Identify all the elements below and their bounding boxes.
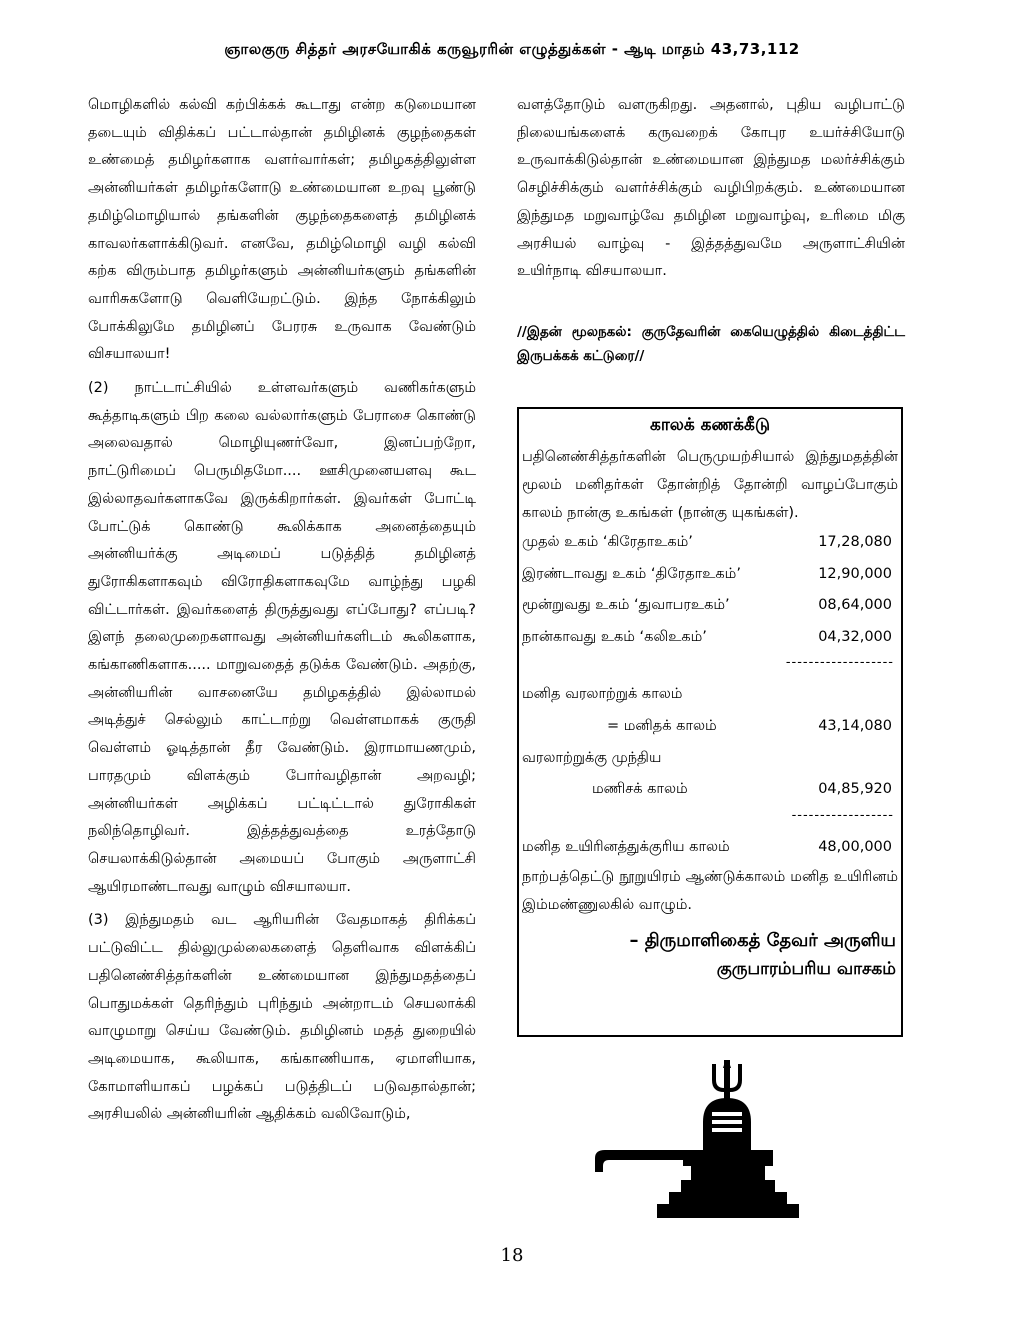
yuga-value: 08,64,000 xyxy=(818,597,892,614)
box-closing: நாற்பத்தெட்டு நூறுயிரம் ஆண்டுக்காலம் மனித உயிரினம் இம்மண்ணுலகில் வாழும். xyxy=(522,869,898,914)
history-row xyxy=(522,679,898,711)
human-time-value: 43,14,080 xyxy=(818,717,892,734)
box-intro: பதினெண்சித்தர்களின் பெருமுயற்சியால் இந்துமதத்தின் மூலம் மனிதர்கள் தோன்றித் தோன்றி வாழப்போகும் காலம் நான்கு உகங்கள் (நான்கு யுகங்கள்). xyxy=(522,449,898,521)
shiva-lingam-icon xyxy=(595,1060,805,1240)
yuga-label: நான்காவது உகம் ‘கலிஉகம்’ xyxy=(522,628,707,645)
yuga-row xyxy=(522,559,898,591)
signature-line-1: – திருமாளிகைத் தேவர் அருளிய xyxy=(629,930,896,952)
left-column xyxy=(88,92,476,1135)
right-column xyxy=(517,92,905,368)
yuga-label: மூன்றுவது உகம் ‘துவாபரஉகம்’ xyxy=(522,597,730,614)
paragraph-2: (2) நாட்டாட்சியில் உள்ளவர்களும் வணிகர்களும் கூத்தாடிகளும் பிற கலை வல்லார்களும் பேராசை கொண்டு அலைவதால் மொழியுணர்வோ, இனப்பற்றோ, நாட்டுரிமைப் பெருமிதமோ.... ஊசிமுனையளவு கூட இல்லாதவர்களாகவே இருக்கிறார்கள். இவர்கள் போட்டி போட்டுக் கொண்டு கூலிக்காக அனைத்தையும் அன்னியர்க்கு அடிமைப் படுத்தித் தமிழினத் துரோகிகளாகவும் விரோதிகளாகவுமே வாழ்ந்து பழகி விட்டார்கள். இவர்களைத் திருத்துவது எப்போது? எப்படி? இளந் தலைமுறைகளாவது அன்னியர்களிடம் கூலிகளாக, கங்காணிகளாக..... மாறுவதைத் தடுக்க வேண்டும். அதற்கு, அன்னியரின் வாசனையே தமிழகத்தில் இல்லாமல் அடித்துச் செல்லும் காட்டாற்று வெள்ளமாகக் குருதி வெள்ளம் ஓடித்தான் தீர வேண்டும். இராமாயணமும், பாரதமும் விளக்கும் போர்வழிதான் அறவழி; அன்னியர்கள் அழிக்கப் பட்டிட்டால் துரோகிகள் நலிந்தொழிவர். இத்தத்துவத்தை உரத்தோடு செயலாக்கிடுல்தான் அமையப் போகும் அருளாட்சி ஆயிரமாண்டாவது வாழும் விசயாலயா. xyxy=(88,380,476,895)
yuga-label: முதல் உகம் ‘கிரேதாஉகம்’ xyxy=(522,534,693,550)
mental-time-label: மணிசக் காலம் xyxy=(592,781,688,798)
total-value: 48,00,000 xyxy=(818,838,892,855)
mental-time-value: 04,85,920 xyxy=(818,781,892,798)
yuga-value: 17,28,080 xyxy=(818,534,892,550)
divider-dashes: ------------------- xyxy=(785,655,894,671)
yuga-row xyxy=(522,622,898,654)
source-note: //இதன் மூலநகல்: குருதேவரின் கையெழுத்தில் கிடைத்திட்ட இருபக்கக் கட்டுரை// xyxy=(517,323,905,364)
paragraph-continued: வளத்தோடும் வளருகிறது. அதனால், புதிய வழிபாட்டு நிலையங்களைக் கருவறைக் கோபுர உயர்ச்சியோடு உருவாக்கிடுல்தான் உண்மையான இந்துமத மலர்ச்சிக்கும் செழிச்சிக்கும் வளர்ச்சிக்கும் வழிபிறக்கும். உண்மையான இந்துமத மறுவாழ்வே தமிழின மறுவாழ்வு, உரிமை மிகு அரசியல் வாழ்வு - இத்தத்துவமே அருளாட்சியின் உயிர்நாடி விசயாலயா. xyxy=(517,97,905,280)
paragraph-1: மொழிகளில் கல்வி கற்பிக்கக் கூடாது என்ற கடுமையான தடையும் விதிக்கப் பட்டால்தான் தமிழினக் குழந்தைகள் உண்மைத் தமிழர்களாக வளர்வார்கள்; தமிழகத்திலுள்ள அன்னியர்கள் தமிழர்களோடு உண்மையான உறவு பூண்டு தமிழ்மொழியால் தங்களின் குழந்தைகளைத் தமிழினக் காவலர்களாக்கிடுவர். எனவே, தமிழ்மொழி வழி கல்வி கற்க விரும்பாத தமிழர்களும் அன்னியர்களும் தங்களின் வாரிசுகளோடு வெளியேறட்டும். இந்த நோக்கிலும் போக்கிலுமே தமிழினப் பேரரசு உருவாக வேண்டும் விசயாலயா! xyxy=(88,97,476,363)
history-label: மனித வரலாற்றுக் காலம் xyxy=(522,686,683,703)
yuga-row xyxy=(522,527,898,559)
prehistory-row xyxy=(522,743,898,775)
yuga-row xyxy=(522,590,898,622)
prehistory-label: வரலாற்றுக்கு முந்திய xyxy=(522,749,662,766)
box-title: காலக் கணக்கீடு xyxy=(649,415,771,435)
mental-time-row xyxy=(522,774,898,806)
divider-dashes: ------------------ xyxy=(791,807,894,823)
yuga-value: 04,32,000 xyxy=(818,628,892,645)
time-calculation-box xyxy=(517,407,903,1037)
paragraph-3: (3) இந்துமதம் வட ஆரியரின் வேதமாகத் திரிக்கப் பட்டுவிட்ட தில்லுமுல்லைகளைத் தெளிவாக விளக்கிப் பதினெண்சித்தர்களின் உண்மையான இந்துமதத்தைப் பொதுமக்கள் தெரிந்தும் புரிந்தும் அன்றாடம் செயலாக்கி வாழுமாறு செய்ய வேண்டும். தமிழினம் மதத் துறையில் அடிமையாக, கூலியாக, கங்காணியாக, ஏமாளியாக, கோமாளியாகப் பழக்கப் படுத்திடப் படுவதால்தான்; அரசியலில் அன்னியரின் ஆதிக்கம் வலிவோடும், xyxy=(88,912,476,1123)
page-header: ஞாலகுரு சித்தர் அரசயோகிக் கருவூரரின் எழுத்துக்கள் - ஆடி மாதம் 43,73,112 xyxy=(224,40,800,58)
human-time-label: = மனிதக் காலம் xyxy=(607,717,717,734)
human-time-row xyxy=(522,711,898,743)
page-number: 18 xyxy=(500,1245,524,1266)
yuga-value: 12,90,000 xyxy=(818,565,892,582)
signature-line-2: குருபாரம்பரிய வாசகம் xyxy=(716,959,896,980)
yuga-label: இரண்டாவது உகம் ‘திரேதாஉகம்’ xyxy=(522,565,741,582)
total-label: மனித உயிரினத்துக்குரிய காலம் xyxy=(522,838,730,855)
total-row xyxy=(522,832,898,864)
